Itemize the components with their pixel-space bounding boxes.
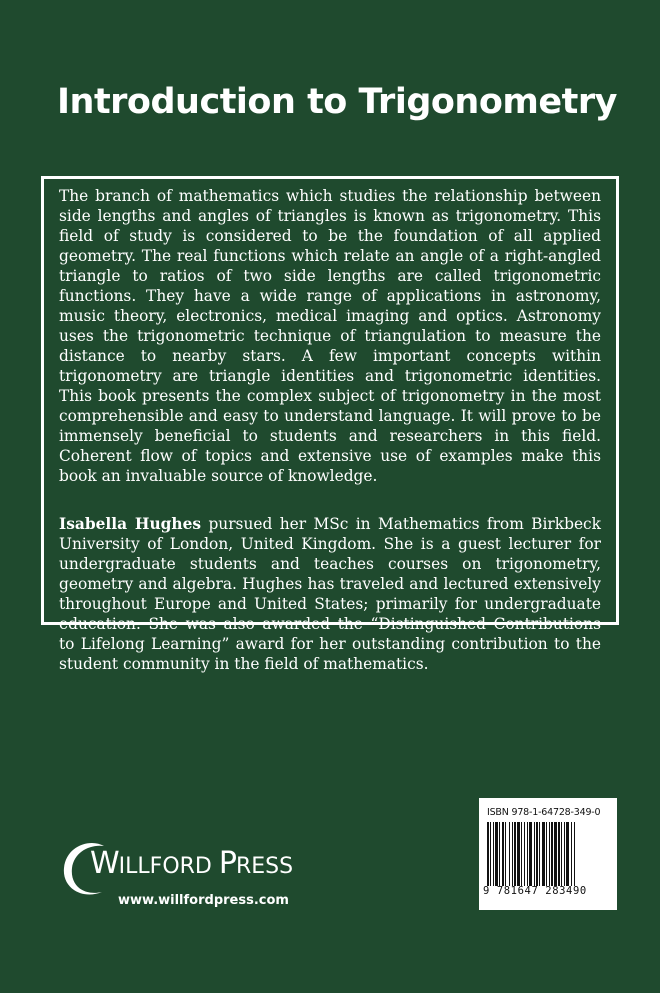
publisher-name: WILLFORD PRESS: [90, 846, 294, 881]
barcode-digits: 9 781647 283490: [483, 885, 587, 897]
author-bio-paragraph: [59, 514, 601, 674]
barcode-panel: [479, 798, 617, 910]
blurb-box: [41, 176, 619, 673]
author-bio: pursued her MSc in Mathematics from Birkbeck University of London, United Kingdom. She is a guest lecturer for undergraduate students and teaches courses on trigonometry, geometry and algebra. Hughes has traveled and lectured extensively throughout Europe and United States; primarily for undergraduate education. She was also awarded the “Distinguished Contributions to Lifelong Learning” award for her outstanding contribution to the student community in the field of mathematics.: [59, 515, 601, 673]
publisher-url: www.willfordpress.com: [118, 893, 289, 908]
book-description: The branch of mathematics which studies the relationship between side lengths and angles of triangles is known as trigonometry. This field of study is considered to be the foundation of all applied geometry. The real functions which relate an angle of a right-angled triangle to ratios of two side lengths are called trigonometric functions. They have a wide range of applications in astronomy, music theory, electronics, medical imaging and optics. Astronomy uses the trigonometric technique of triangulation to measure the distance to nearby stars. A few important concepts within trigonometry are triangle identities and trigonometric identities. This book presents the complex subject of trigonometry in the most comprehensible and easy to understand language. It will prove to be immensely beneficial to students and researchers in this field. Coherent flow of topics and extensive use of examples make this book an invaluable source of knowledge.: [59, 187, 601, 485]
author-name: Isabella Hughes: [59, 515, 202, 533]
book-title: Introduction to Trigonometry: [57, 82, 617, 122]
barcode-icon: [487, 822, 609, 886]
publisher-logo: [60, 834, 294, 914]
isbn-label: ISBN 978-1-64728-349-0: [487, 807, 601, 818]
